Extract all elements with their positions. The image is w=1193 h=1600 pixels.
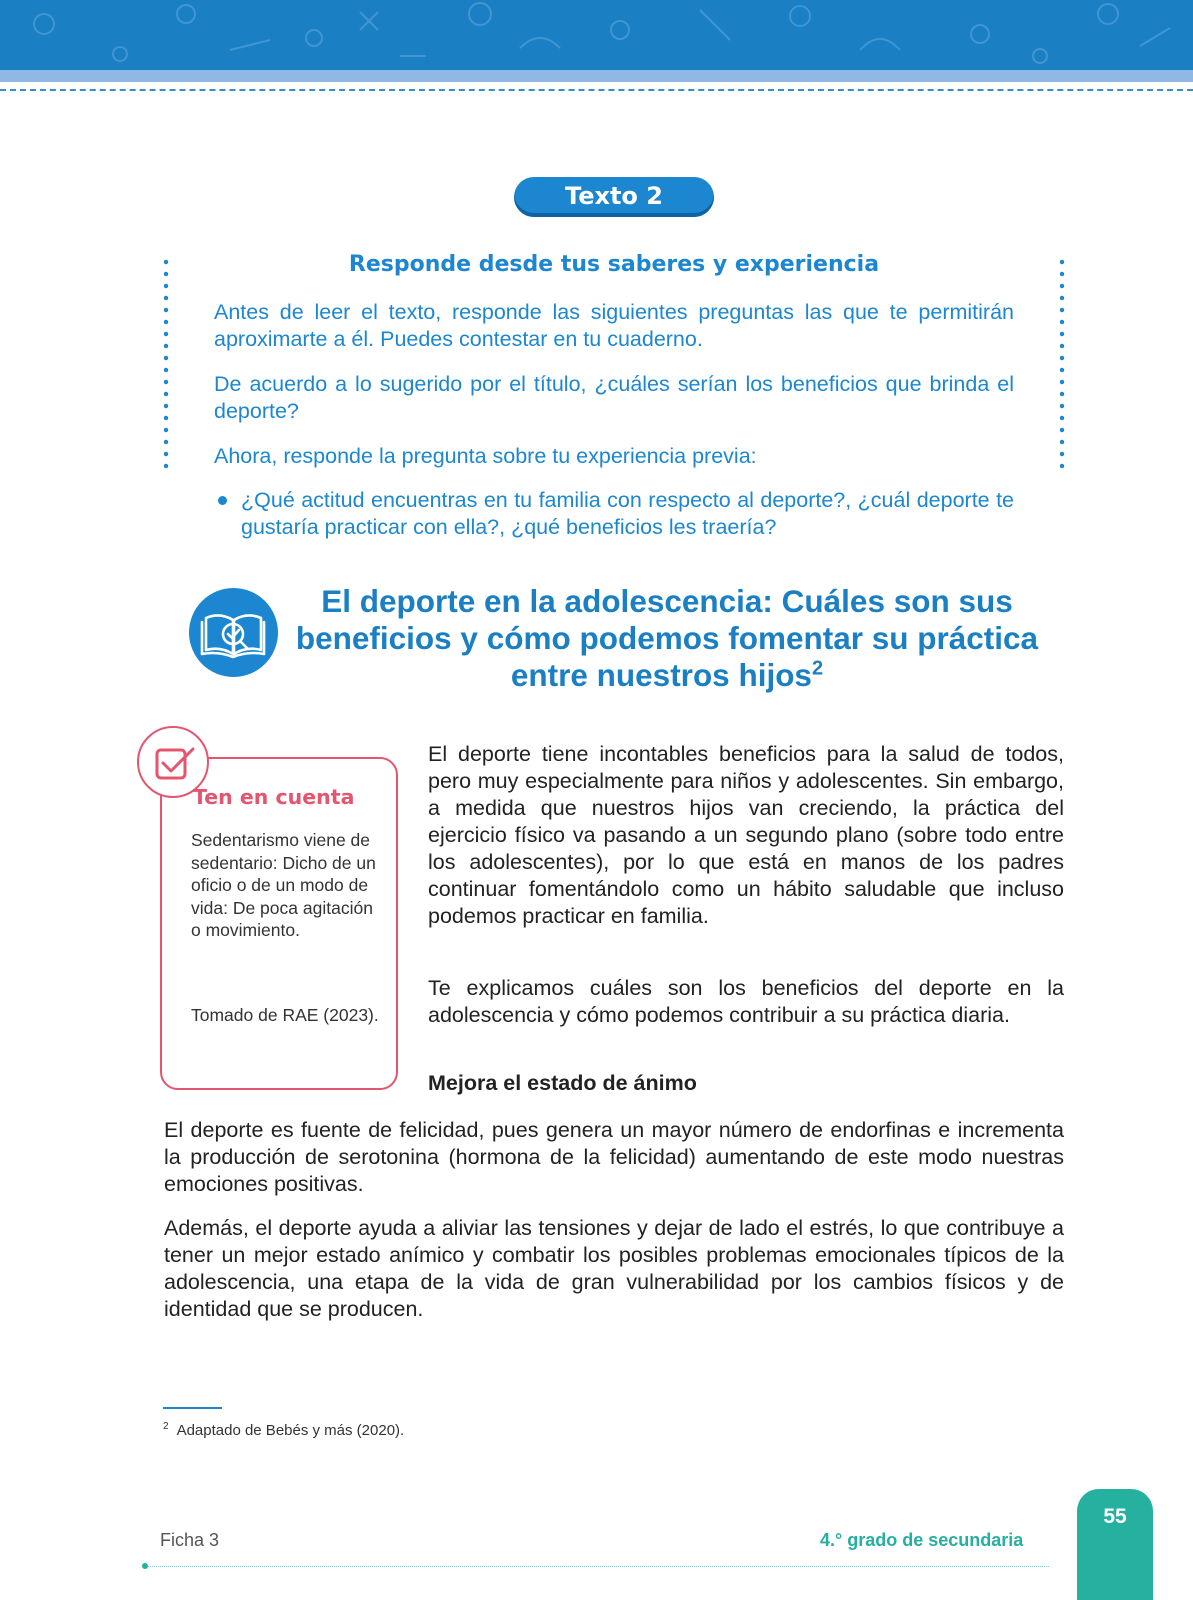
- footer-ficha: Ficha 3: [160, 1530, 220, 1550]
- header-divider: [0, 89, 1193, 91]
- header-band: [0, 0, 1193, 78]
- article-paragraph: El deporte es fuente de felicidad, pues genera un mayor número de endorfinas e incrementa la producción de serotonina (hormona de la felicidad) aumentando de este modo nuestras emociones positivas.: [164, 1118, 1064, 1196]
- dotted-rule-left: [163, 256, 169, 472]
- article-paragraph: Te explicamos cuáles son los beneficios del deporte en la adolescencia y cómo podemos contribuir a su práctica diaria.: [428, 976, 1064, 1027]
- page-number: 55: [1077, 1489, 1153, 1600]
- footnote-text: Adaptado de Bebés y más (2020).: [176, 1422, 405, 1439]
- footer-divider: [144, 1566, 1049, 1567]
- article-subheading: Mejora el estado de ánimo: [428, 1071, 697, 1095]
- prelude-paragraph: Antes de leer el texto, responde las siguientes preguntas las que te permitirán aproximarte a él. Puedes contestar en tu cuaderno.: [214, 300, 1014, 351]
- prelude-paragraph: De acuerdo a lo sugerido por el título, ¿cuáles serían los beneficios que brinda el deporte?: [214, 372, 1014, 423]
- note-source: Tomado de RAE (2023).: [191, 1005, 379, 1025]
- footer-dot: [142, 1563, 148, 1569]
- footnote-mark: 2: [163, 1421, 169, 1432]
- doodle-pattern-icon: [0, 0, 1193, 78]
- footnote-ref[interactable]: 2: [811, 657, 824, 680]
- note-title: Ten en cuenta: [193, 785, 355, 809]
- article-paragraph: El deporte tiene incontables beneficios para la salud de todos, pero muy especialmente para niños y adolescentes. Sin embargo, a medida que nuestros hijos van creciendo, la práctica del ejercicio físico va pasando a un segundo plano (sobre todo entre los adolescentes), por lo que está en manos de los padres continuar fomentándolo como un hábito saludable que incluso podemos practicar en familia.: [428, 742, 1064, 928]
- footnote-divider: [163, 1407, 222, 1409]
- prelude-bullet-item: ¿Qué actitud encuentras en tu familia con respecto al deporte?, ¿cuál deporte te gustaría practicar con ella?, ¿qué beneficios les traería?: [241, 488, 1014, 539]
- article-title: [292, 583, 1042, 694]
- section-pill: Texto 2: [514, 177, 714, 217]
- note-body: Sedentarismo viene de sedentario: Dicho de un oficio o de un modo de vida: De poca agitación o movimiento.: [191, 830, 376, 940]
- bullet-icon: [218, 496, 227, 505]
- footer-grade: 4.° grado de secundaria: [820, 1530, 1024, 1550]
- book-search-icon: [189, 588, 278, 677]
- dotted-rule-right: [1059, 256, 1065, 472]
- article-paragraph: Además, el deporte ayuda a aliviar las tensiones y dejar de lado el estrés, lo que contribuye a tener un mejor estado anímico y combatir los posibles problemas emocionales típicos de la adolescencia, una etapa de la vida de gran vulnerabilidad por los cambios físicos y de identidad que se producen.: [164, 1216, 1064, 1321]
- article-title-text: El deporte en la adolescencia: Cuáles son sus beneficios y cómo podemos fomentar su práctica entre nuestros hijos: [295, 583, 1039, 693]
- prelude-paragraph: Ahora, responde la pregunta sobre tu experiencia previa:: [214, 444, 757, 468]
- prelude-heading: Responde desde tus saberes y experiencia: [348, 252, 880, 277]
- footnote: [163, 1421, 404, 1439]
- header-stripe: [0, 70, 1193, 82]
